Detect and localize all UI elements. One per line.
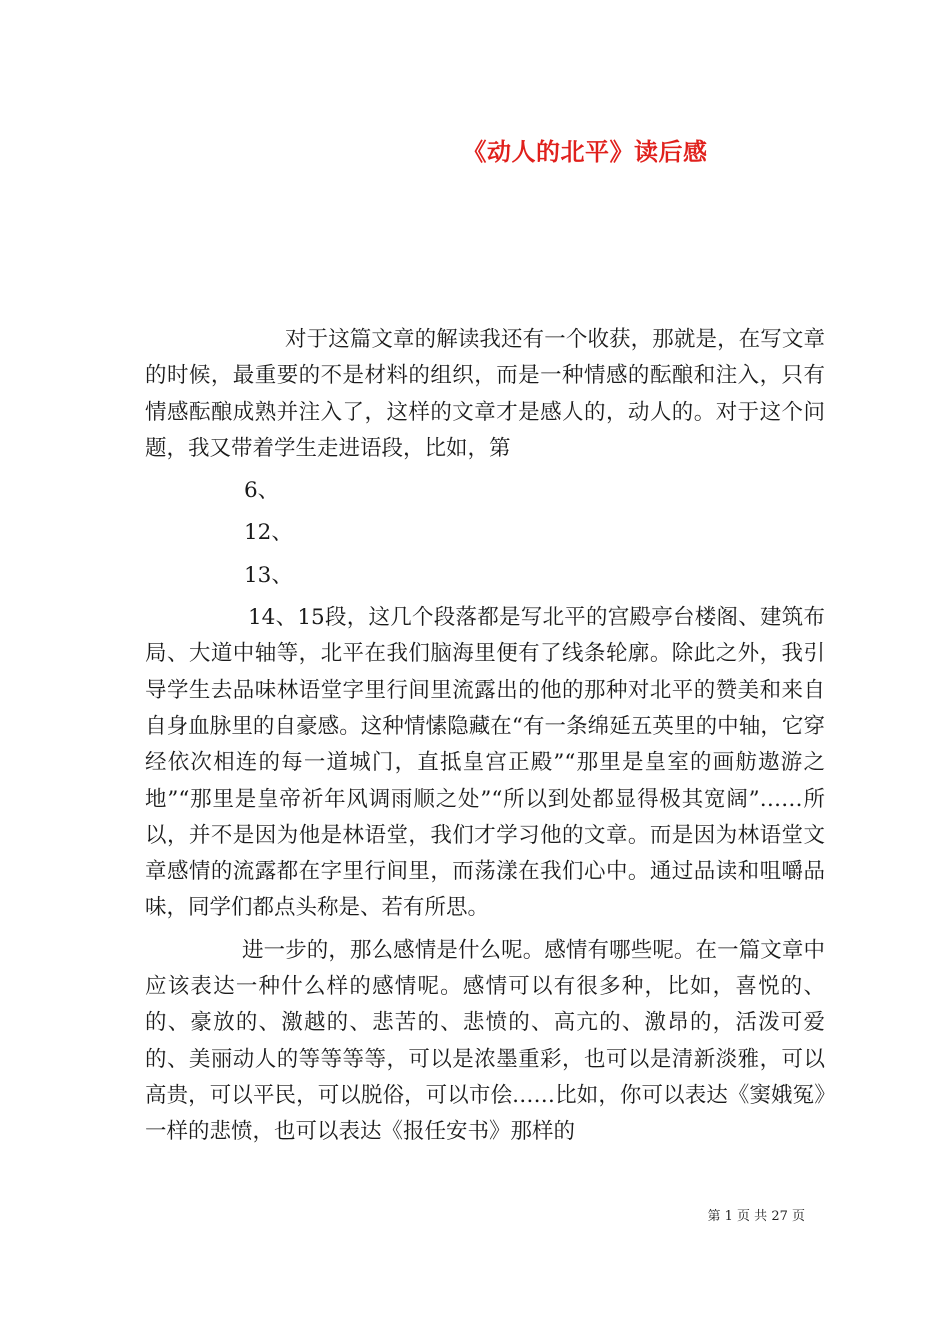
paragraph-emotion: 进一步的，那么感情是什么呢。感情有哪些呢。在一篇文章中应该表达一种什么样的感情呢。感情可以有很多种，比如，喜悦的、的、豪放的、激越的、悲苦的、悲愤的、高亢的、激昂的，活泼可爱的、美丽动人的等等等等，可以是浓墨重彩，也可以是清新淡雅，可以高贵，可以平民，可以脱俗，可以市侩……比如，你可以表达《窦娥冤》一样的悲愤，也可以表达《报任安书》那样的 <box>145 937 825 1145</box>
paragraph-number-6: 6、 <box>244 478 280 504</box>
paragraph-architecture: 14、15段，这几个段落都是写北平的宫殿亭台楼阁、建筑布局、大道中轴等，北平在我们脑海里便有了线条轮廓。除此之外，我引导学生去品味林语堂字里行间里流露出的他的那种对北平的赞美和来自自身血脉里的自豪感。这种情愫隐藏在“有一条绵延五英里的中轴，它穿经依次相连的每一道城门，直抵皇宫正殿”“那里是皇室的画舫遨游之地”“那里是皇帝祈年风调雨顺之处”“所以到处都显得极其宽阔”……所以，并不是因为他是林语堂，我们才学习他的文章。而是因为林语堂文章感情的流露都在字里行间里，而荡漾在我们心中。通过品读和咀嚼品味，同学们都点头称是、若有所思。 <box>145 605 825 921</box>
document-body <box>145 322 825 1151</box>
document-title: 《动人的北平》读后感 <box>462 137 708 166</box>
paragraph-number-13: 13、 <box>244 562 293 588</box>
paragraph-intro: 对于这篇文章的解读我还有一个收获，那就是，在写文章的时候，最重要的不是材料的组织，而是一种情感的酝酿和注入，只有情感酝酿成熟并注入了，这样的文章才是感人的，动人的。对于这个问题，我又带着学生走进语段，比如，第 <box>145 327 825 461</box>
paragraph-number-12: 12、 <box>244 520 293 546</box>
page-footer: 第 1 页 共 27 页 <box>707 1209 805 1224</box>
